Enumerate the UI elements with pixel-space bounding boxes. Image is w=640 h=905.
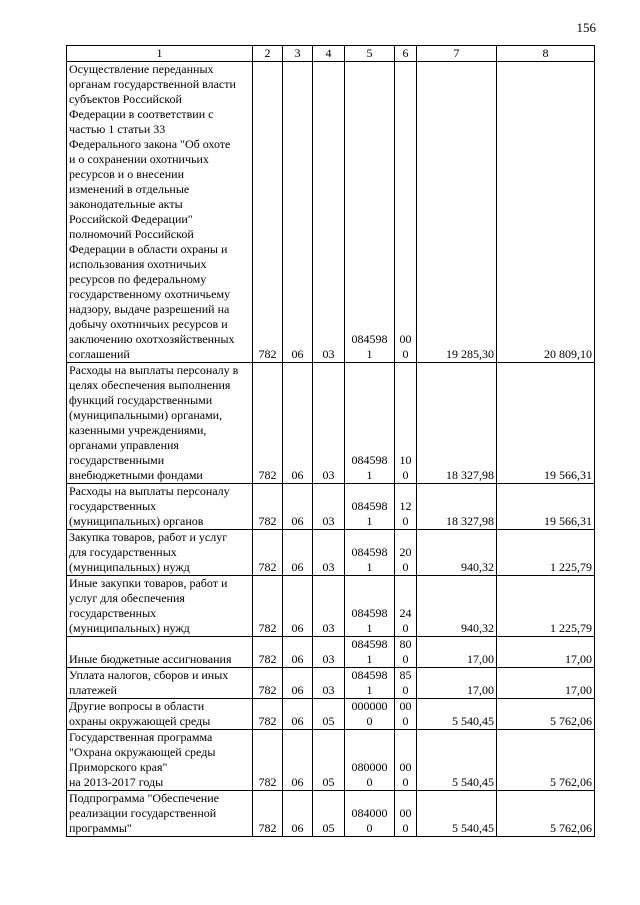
subsection-code: 03 <box>313 363 345 484</box>
section-code: 06 <box>283 363 313 484</box>
header-row <box>67 46 595 62</box>
ministry-code: 782 <box>253 668 283 699</box>
target-article-code: 084598 1 <box>345 363 395 484</box>
ministry-code: 782 <box>253 699 283 730</box>
subsection-code: 03 <box>313 668 345 699</box>
section-code: 06 <box>283 668 313 699</box>
amount-year-2: 17,00 <box>497 637 595 668</box>
amount-year-2: 5 762,06 <box>497 791 595 837</box>
expense-type-code: 85 0 <box>395 668 417 699</box>
amount-year-1: 19 285,30 <box>417 62 497 363</box>
target-article-code: 084598 1 <box>345 668 395 699</box>
table-row <box>67 62 595 363</box>
amount-year-1: 5 540,45 <box>417 791 497 837</box>
ministry-code: 782 <box>253 484 283 530</box>
amount-year-2: 5 762,06 <box>497 699 595 730</box>
column-header: 7 <box>417 46 497 62</box>
column-header: 4 <box>313 46 345 62</box>
expense-name: Государственная программа "Охрана окружающей среды Приморского края" на 2013-2017 годы <box>67 730 253 791</box>
amount-year-2: 1 225,79 <box>497 530 595 576</box>
column-header: 3 <box>283 46 313 62</box>
subsection-code: 03 <box>313 484 345 530</box>
column-header: 6 <box>395 46 417 62</box>
expense-type-code: 20 0 <box>395 530 417 576</box>
section-code: 06 <box>283 576 313 637</box>
section-code: 06 <box>283 699 313 730</box>
section-code: 06 <box>283 637 313 668</box>
amount-year-1: 940,32 <box>417 576 497 637</box>
expense-type-code: 00 0 <box>395 62 417 363</box>
amount-year-2: 1 225,79 <box>497 576 595 637</box>
expense-name: Закупка товаров, работ и услуг для государственных (муниципальных) нужд <box>67 530 253 576</box>
amount-year-1: 17,00 <box>417 668 497 699</box>
subsection-code: 05 <box>313 699 345 730</box>
target-article-code: 084000 0 <box>345 791 395 837</box>
expense-type-code: 00 0 <box>395 730 417 791</box>
table-row <box>67 730 595 791</box>
amount-year-1: 5 540,45 <box>417 730 497 791</box>
ministry-code: 782 <box>253 791 283 837</box>
column-header: 5 <box>345 46 395 62</box>
expense-name: Расходы на выплаты персоналу в целях обеспечения выполнения функций государственными (муниципальными) органами, казенными учреждениями, органами управления государственными внебюджетными фондами <box>67 363 253 484</box>
subsection-code: 05 <box>313 791 345 837</box>
subsection-code: 03 <box>313 637 345 668</box>
expense-name: Уплата налогов, сборов и иных платежей <box>67 668 253 699</box>
expense-name: Иные бюджетные ассигнования <box>67 637 253 668</box>
target-article-code: 084598 1 <box>345 484 395 530</box>
expense-type-code: 80 0 <box>395 637 417 668</box>
table-row <box>67 530 595 576</box>
section-code: 06 <box>283 62 313 363</box>
amount-year-2: 19 566,31 <box>497 484 595 530</box>
expense-type-code: 00 0 <box>395 791 417 837</box>
amount-year-2: 5 762,06 <box>497 730 595 791</box>
expense-type-code: 12 0 <box>395 484 417 530</box>
amount-year-1: 18 327,98 <box>417 363 497 484</box>
target-article-code: 000000 0 <box>345 699 395 730</box>
table-row <box>67 363 595 484</box>
table-row <box>67 699 595 730</box>
amount-year-1: 940,32 <box>417 530 497 576</box>
column-header: 8 <box>497 46 595 62</box>
ministry-code: 782 <box>253 730 283 791</box>
table-row <box>67 791 595 837</box>
section-code: 06 <box>283 730 313 791</box>
target-article-code: 084598 1 <box>345 576 395 637</box>
amount-year-1: 18 327,98 <box>417 484 497 530</box>
expense-name: Другие вопросы в области охраны окружающей среды <box>67 699 253 730</box>
subsection-code: 03 <box>313 62 345 363</box>
column-header: 2 <box>253 46 283 62</box>
ministry-code: 782 <box>253 530 283 576</box>
amount-year-1: 5 540,45 <box>417 699 497 730</box>
subsection-code: 05 <box>313 730 345 791</box>
expense-type-code: 00 0 <box>395 699 417 730</box>
table-row <box>67 637 595 668</box>
expense-name: Иные закупки товаров, работ и услуг для обеспечения государственных (муниципальных) нужд <box>67 576 253 637</box>
target-article-code: 084598 1 <box>345 637 395 668</box>
table-row <box>67 484 595 530</box>
ministry-code: 782 <box>253 637 283 668</box>
target-article-code: 080000 0 <box>345 730 395 791</box>
page-number: 156 <box>576 20 596 35</box>
ministry-code: 782 <box>253 62 283 363</box>
column-header: 1 <box>67 46 253 62</box>
section-code: 06 <box>283 791 313 837</box>
section-code: 06 <box>283 530 313 576</box>
expense-type-code: 10 0 <box>395 363 417 484</box>
budget-table <box>66 45 595 837</box>
expense-name: Подпрограмма "Обеспечение реализации государственной программы" <box>67 791 253 837</box>
section-code: 06 <box>283 484 313 530</box>
amount-year-1: 17,00 <box>417 637 497 668</box>
amount-year-2: 20 809,10 <box>497 62 595 363</box>
target-article-code: 084598 1 <box>345 530 395 576</box>
amount-year-2: 17,00 <box>497 668 595 699</box>
expense-name: Осуществление переданных органам государственной власти субъектов Российской Федерации в соответствии с частью 1 статьи 33 Федерального закона "Об охоте и о сохранении охотничьих ресурсов и о внесении изменений в отдельные законодательные акты Российской Федерации" полномочий Российской Федерации в области охраны и использования охотничьих ресурсов по федеральному государственному охотничьему надзору, выдаче разрешений на добычу охотничьих ресурсов и заключению охотхозяйственных соглашений <box>67 62 253 363</box>
ministry-code: 782 <box>253 576 283 637</box>
table-row <box>67 668 595 699</box>
target-article-code: 084598 1 <box>345 62 395 363</box>
amount-year-2: 19 566,31 <box>497 363 595 484</box>
expense-name: Расходы на выплаты персоналу государственных (муниципальных) органов <box>67 484 253 530</box>
ministry-code: 782 <box>253 363 283 484</box>
subsection-code: 03 <box>313 530 345 576</box>
expense-type-code: 24 0 <box>395 576 417 637</box>
subsection-code: 03 <box>313 576 345 637</box>
table-row <box>67 576 595 637</box>
